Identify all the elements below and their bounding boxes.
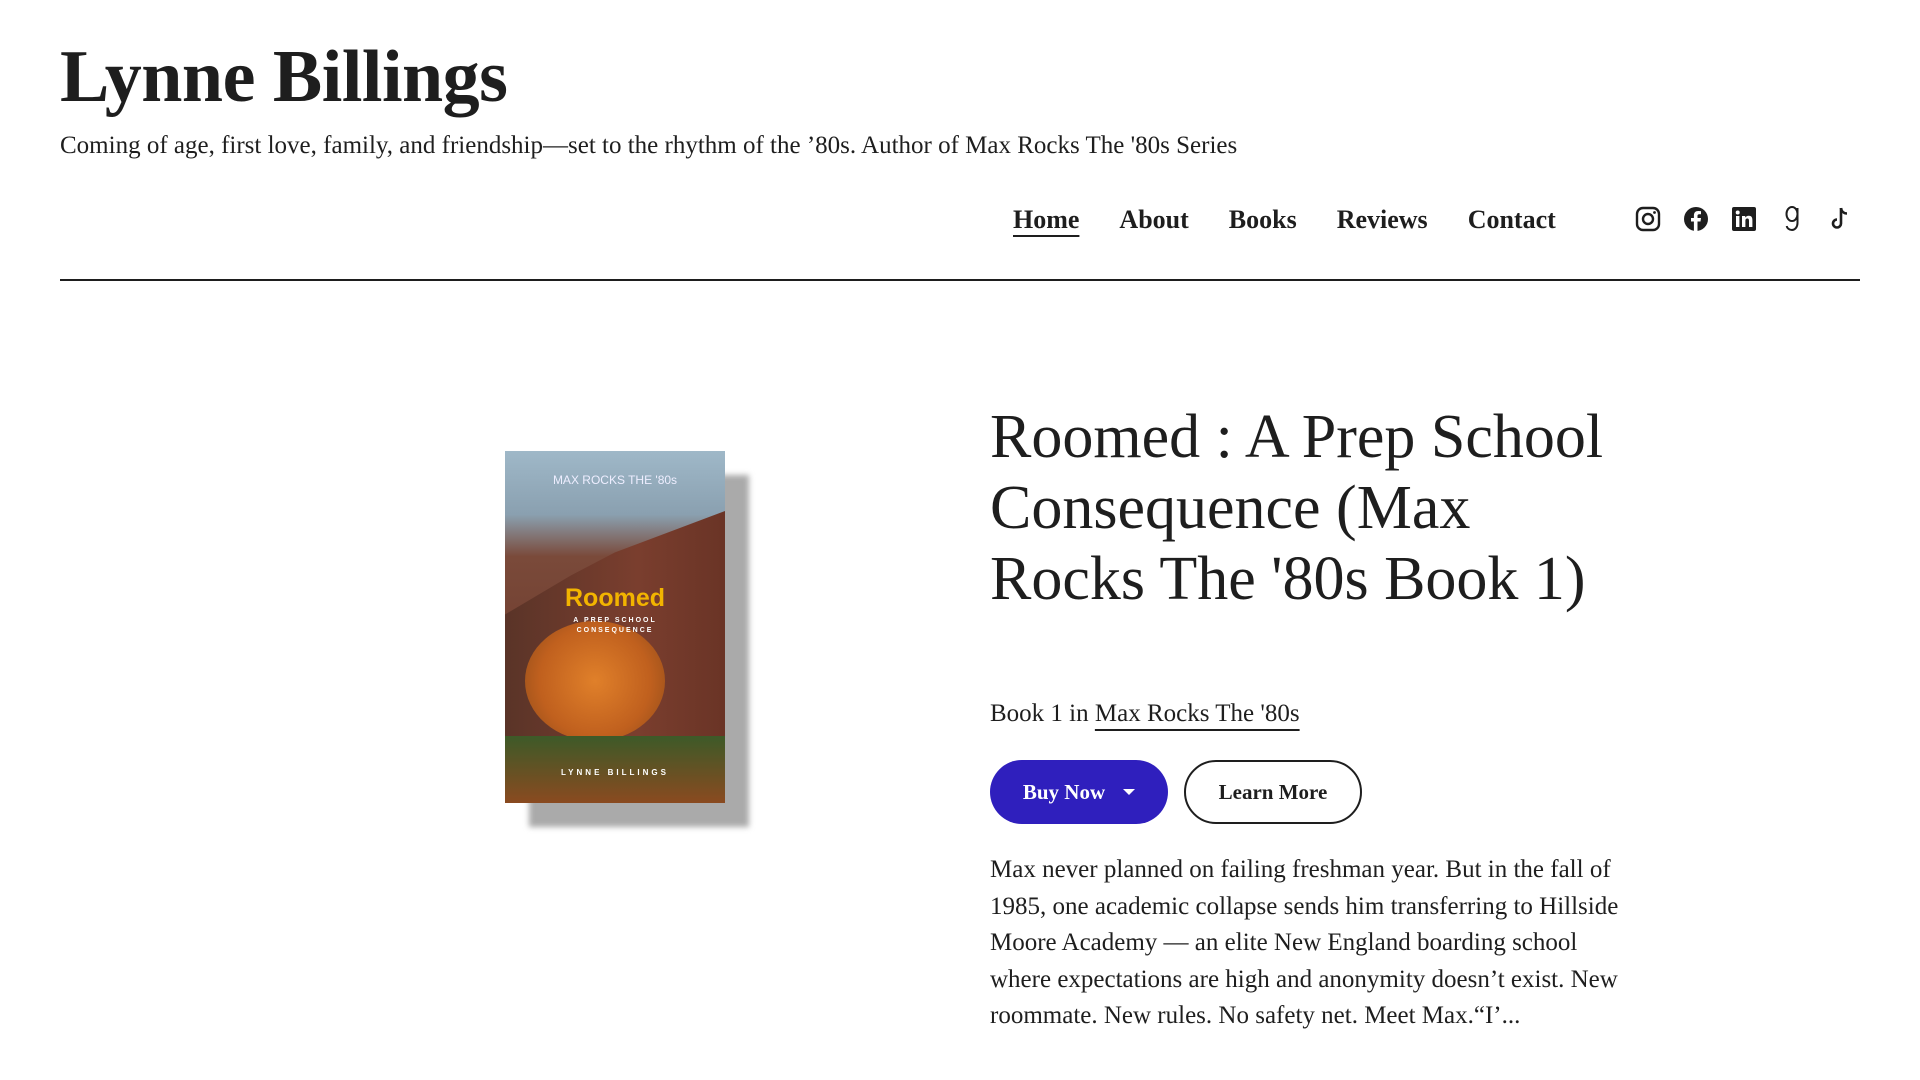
book-cover[interactable] — [505, 451, 725, 803]
site-tagline: Coming of age, first love, family, and friendship—set to the rhythm of the ’80s. Author of Max Rocks The '80s Series — [60, 132, 1238, 159]
nav-about[interactable]: About — [1119, 205, 1189, 234]
learn-more-button[interactable]: Learn More — [1184, 760, 1362, 824]
series-link[interactable]: Max Rocks The '80s — [1094, 700, 1300, 727]
book-description: Max never planned on failing freshman year. But in the fall of 1985, one academic collapse sends him transferring to Hillside Moore Academy — an elite New England boarding school where expectations are high and anonymity doesn’t exist. New roommate. New rules. No safety net. Meet Max.“I’... — [990, 856, 1619, 1029]
header-divider — [60, 279, 1860, 281]
linkedin-icon[interactable] — [1730, 205, 1758, 233]
cover-image — [505, 451, 725, 803]
cover-subtitle: A PREP SCHOOL CONSEQUENCE — [573, 617, 657, 634]
nav-reviews[interactable]: Reviews — [1336, 205, 1428, 234]
series-info — [990, 700, 1300, 728]
caret-down-icon — [1123, 789, 1135, 795]
tiktok-icon[interactable] — [1826, 205, 1854, 233]
social-links — [1634, 205, 1854, 233]
site-title[interactable]: Lynne Billings — [60, 36, 508, 118]
goodreads-icon[interactable] — [1778, 205, 1806, 233]
cover-tree — [525, 621, 665, 741]
main-nav — [1013, 205, 1556, 235]
series-prefix: Book 1 in — [990, 700, 1089, 727]
cover-author: LYNNE BILLINGS — [561, 768, 669, 777]
cover-series: MAX ROCKS THE '80s — [552, 473, 678, 487]
facebook-icon[interactable] — [1682, 205, 1710, 233]
instagram-icon[interactable] — [1634, 205, 1662, 233]
nav-contact[interactable]: Contact — [1467, 205, 1556, 234]
buy-now-button[interactable] — [990, 760, 1168, 824]
buy-now-label: Buy Now — [1022, 779, 1106, 804]
nav-home[interactable]: Home — [1013, 205, 1080, 234]
book-title: Roomed : A Prep School Consequence (Max Rocks The '80s Book 1) — [990, 403, 1604, 613]
nav-books[interactable]: Books — [1228, 205, 1297, 234]
cover-title: Roomed — [565, 584, 665, 612]
